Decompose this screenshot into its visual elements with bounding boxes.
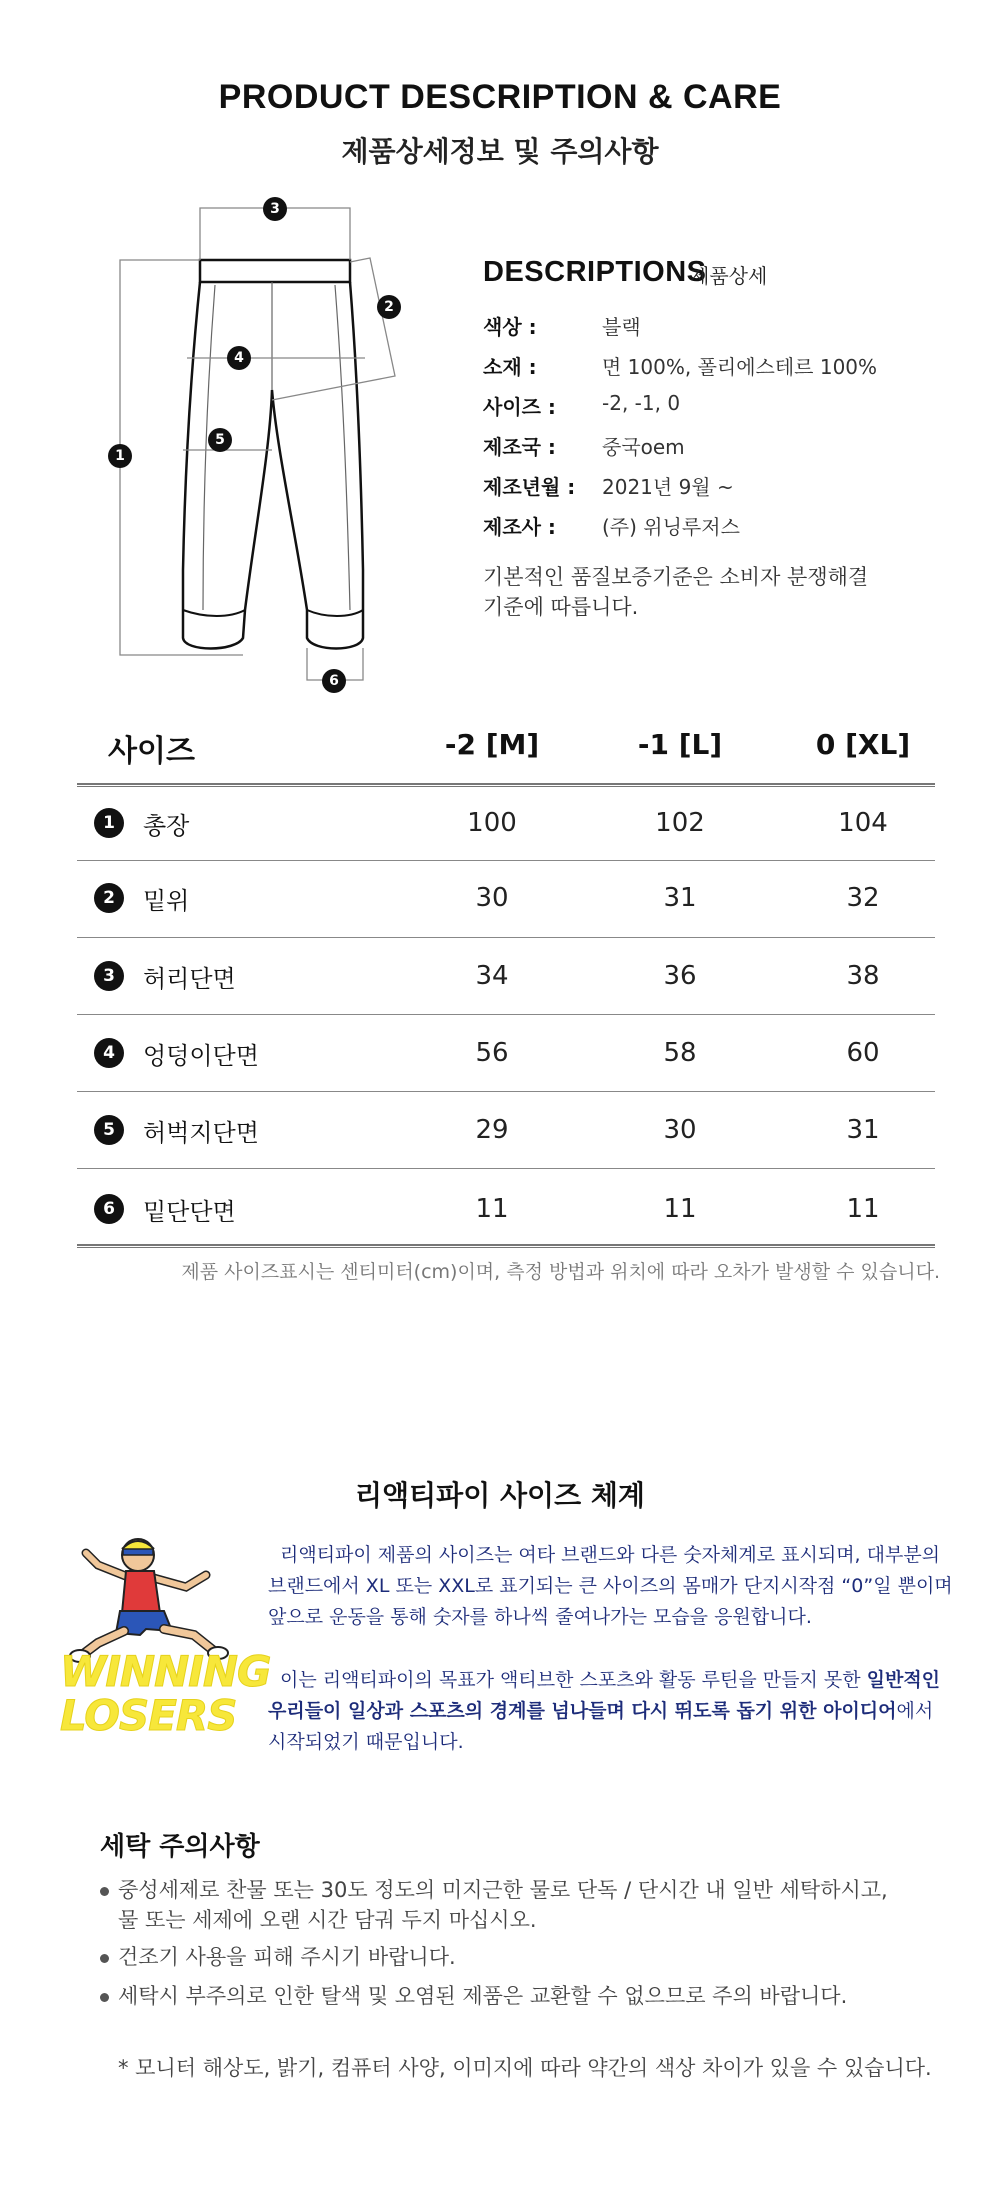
desc-key-date: 제조년월 : — [483, 475, 576, 499]
reactify-p2-line1-bold: 일반적인 — [866, 1669, 941, 1691]
row-divider — [77, 1168, 935, 1169]
desc-value-material: 면 100%, 폴리에스테르 100% — [602, 355, 878, 379]
table-cell: 11 — [475, 1194, 509, 1224]
descriptions-subtitle: 제품상세 — [690, 264, 768, 288]
diagram-marker-6: 6 — [322, 669, 346, 693]
winning-losers-runner-mascot — [68, 1525, 238, 1665]
reactify-p2-line1: 이는 리액티파이의 목표가 액티브한 스포츠와 활동 루틴을 만들지 못한 — [280, 1669, 867, 1691]
reactify-p1-line1: 리액티파이 제품의 사이즈는 여타 브랜드와 다른 숫자체계로 표시되며, 대부분의 — [280, 1544, 941, 1566]
table-cell: 29 — [475, 1115, 509, 1145]
row-label-thigh: 허벅지단면 — [143, 1119, 259, 1147]
table-cell: 38 — [846, 961, 880, 991]
desc-value-date: 2021년 9월 ~ — [602, 475, 734, 499]
size-table-footnote: 제품 사이즈표시는 센티미터(cm)이며, 측정 방법과 위치에 따라 오차가 발생할 수 있습니다. — [181, 1261, 940, 1283]
logo-line-losers: LOSERS — [60, 1691, 237, 1740]
size-table-header-xl: 0 [XL] — [815, 728, 911, 761]
care-bullet — [100, 1887, 109, 1896]
table-cell: 31 — [663, 883, 697, 913]
table-cell: 30 — [475, 883, 509, 913]
table-cell: 11 — [846, 1194, 880, 1224]
descriptions-title: DESCRIPTIONS — [483, 256, 707, 288]
pants-outline — [183, 282, 363, 649]
table-cell: 32 — [846, 883, 880, 913]
desc-key-color: 색상 : — [483, 315, 537, 339]
logo-line-winning: WINNING — [60, 1647, 271, 1696]
row-divider — [77, 1014, 935, 1015]
row-label-hip: 엉덩이단면 — [143, 1042, 259, 1070]
size-table-bottom-rule — [77, 1244, 935, 1248]
page-title-ko: 제품상세정보 및 주의사항 — [341, 135, 659, 168]
care-title: 세탁 주의사항 — [100, 1832, 260, 1862]
table-cell: 31 — [846, 1115, 880, 1145]
size-table-header-label: 사이즈 — [108, 734, 195, 769]
table-cell: 60 — [846, 1038, 880, 1068]
table-cell: 11 — [663, 1194, 697, 1224]
care-item-1-line1: 중성세제로 찬물 또는 30도 정도의 미지근한 물로 단독 / 단시간 내 일반 세탁하시고, — [118, 1878, 888, 1902]
row-label-total-length: 총장 — [143, 812, 190, 840]
size-table-header-l: -1 [L] — [637, 728, 723, 761]
table-cell: 30 — [663, 1115, 697, 1145]
diagram-marker-2: 2 — [377, 295, 401, 319]
quality-note-line2: 기준에 따릅니다. — [483, 595, 639, 619]
care-bullet — [100, 1993, 109, 2002]
reactify-p2-line2-tail: 에서 — [896, 1700, 934, 1722]
desc-key-country: 제조국 : — [483, 435, 556, 459]
table-cell: 34 — [475, 961, 509, 991]
care-item-3: 세탁시 부주의로 인한 탈색 및 오염된 제품은 교환할 수 없으므로 주의 바랍니다. — [118, 1984, 848, 2008]
reactify-p2-line3: 시작되었기 때문입니다. — [268, 1731, 464, 1753]
color-disclaimer: * 모니터 해상도, 밝기, 컴퓨터 사양, 이미지에 따라 약간의 색상 차이가 있을 수 있습니다. — [118, 2056, 932, 2080]
desc-key-size: 사이즈 : — [483, 395, 556, 419]
reactify-p1-line3: 앞으로 운동을 통해 숫자를 하나씩 줄여나가는 모습을 응원합니다. — [268, 1606, 812, 1628]
diagram-marker-1: 1 — [108, 444, 132, 468]
table-cell: 100 — [467, 808, 517, 838]
table-cell: 102 — [655, 808, 705, 838]
desc-value-color: 블랙 — [602, 315, 641, 339]
table-cell: 56 — [475, 1038, 509, 1068]
row-number-5: 5 — [94, 1115, 124, 1145]
diagram-marker-4: 4 — [227, 346, 251, 370]
row-number-3: 3 — [94, 961, 124, 991]
pants-measurement-diagram — [95, 190, 415, 710]
size-table-header-m: -2 [M] — [444, 728, 540, 761]
diagram-marker-3: 3 — [263, 197, 287, 221]
row-label-waist: 허리단면 — [143, 965, 236, 993]
care-item-1-line2: 물 또는 세제에 오랜 시간 담궈 두지 마십시오. — [118, 1908, 537, 1932]
reactify-p2-line2-bold: 우리들이 일상과 스포츠의 경계를 넘나들며 다시 뛰도록 돕기 위한 아이디어 — [268, 1700, 897, 1722]
desc-value-size: -2, -1, 0 — [602, 391, 681, 415]
reactify-paragraph-2 — [268, 1665, 968, 1758]
row-number-1: 1 — [94, 808, 124, 838]
winning-losers-logo — [60, 1647, 271, 1740]
row-divider — [77, 860, 935, 861]
table-cell: 58 — [663, 1038, 697, 1068]
care-item-1 — [118, 1875, 978, 1935]
row-label-hem: 밑단단면 — [143, 1198, 236, 1226]
page-title-en: PRODUCT DESCRIPTION & CARE — [218, 78, 782, 116]
desc-value-maker: (주) 위닝루저스 — [602, 515, 740, 539]
table-cell: 104 — [838, 808, 888, 838]
row-number-2: 2 — [94, 883, 124, 913]
care-bullet — [100, 1954, 109, 1963]
row-divider — [77, 1091, 935, 1092]
row-label-rise: 밑위 — [143, 887, 190, 915]
row-number-6: 6 — [94, 1194, 124, 1224]
desc-key-maker: 제조사 : — [483, 515, 556, 539]
reactify-paragraph-1 — [268, 1540, 958, 1633]
pants-waistband — [200, 260, 350, 282]
row-number-4: 4 — [94, 1038, 124, 1068]
quality-note-line1: 기본적인 품질보증기준은 소비자 분쟁해결 — [483, 565, 869, 589]
row-divider — [77, 937, 935, 938]
reactify-size-title: 리액티파이 사이즈 체계 — [355, 1479, 645, 1512]
care-item-2: 건조기 사용을 피해 주시기 바랍니다. — [118, 1945, 456, 1969]
diagram-marker-5: 5 — [208, 428, 232, 452]
table-cell: 36 — [663, 961, 697, 991]
desc-value-country: 중국oem — [602, 435, 685, 459]
reactify-p1-line2: 브랜드에서 XL 또는 XXL로 표기되는 큰 사이즈의 몸매가 단지시작점 “0”일 뿐이며 — [268, 1575, 953, 1597]
size-table-header-rule — [77, 783, 935, 787]
desc-key-material: 소재 : — [483, 355, 537, 379]
